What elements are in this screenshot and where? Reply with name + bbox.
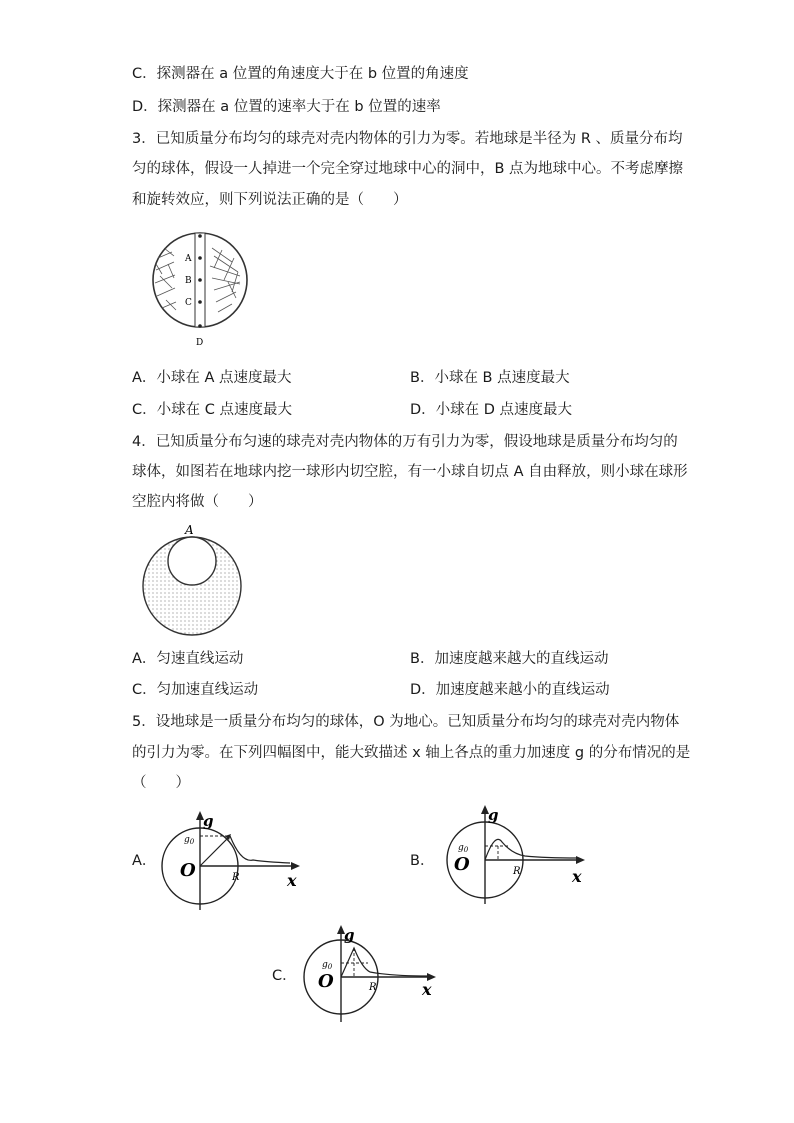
q3-line-2: 匀的球体，假设一人掉进一个完全穿过地球中心的洞中，B 点为地球中心。不考虑摩擦 <box>132 161 684 177</box>
q5-option-b-label: B． <box>410 853 435 869</box>
svg-text:g: g <box>203 812 214 830</box>
svg-text:g0: $g_0$ <box>458 843 469 854</box>
q5-line-1: 5．设地球是一质量分布均匀的球体，O 为地心。已知质量分布均匀的球壳对壳内物体 <box>132 714 680 730</box>
q4-line-2: 球体，如图若在地球内挖一球形内切空腔，有一小球自切点 A 自由释放，则小球在球形 <box>132 464 688 480</box>
svg-text:g: g <box>344 926 355 944</box>
q3-label-c: C <box>185 298 192 308</box>
q4-cavity-circle <box>168 537 216 585</box>
prev-option-c: C．探测器在 a 位置的角速度大于在 b 位置的角速度 <box>132 66 469 82</box>
q4-option-d: D．加速度越来越小的直线运动 <box>410 682 610 698</box>
prev-option-d: D．探测器在 a 位置的速率大于在 b 位置的速率 <box>132 99 441 115</box>
q4-earth-cavity-figure <box>140 520 250 642</box>
q3-label-a: A <box>185 254 192 264</box>
q3-label-b: B <box>185 276 192 286</box>
q3-option-d: D．小球在 D 点速度最大 <box>410 402 573 418</box>
svg-text:R: R <box>369 982 377 993</box>
svg-text:R: R <box>232 872 240 883</box>
q3-line-3: 和旋转效应，则下列说法正确的是（ ） <box>132 192 408 208</box>
q5-graph-c-curve <box>341 948 428 977</box>
q4-option-a: A．匀速直线运动 <box>132 651 244 667</box>
svg-text:x: x <box>287 871 297 890</box>
q3-label-d: D <box>196 338 204 348</box>
svg-text:g0: $g_0$ <box>184 835 195 846</box>
svg-text:R: R <box>513 866 521 877</box>
svg-text:g0: $g_0$ <box>322 960 333 971</box>
q5-graph-c <box>296 922 446 1030</box>
q4-label-a: A <box>185 523 194 537</box>
q4-line-1: 4．已知质量分布匀速的球壳对壳内物体的万有引力为零，假设地球是质量分布均匀的 <box>132 434 678 450</box>
svg-text:O: O <box>318 971 334 992</box>
q3-earth-tunnel-figure <box>138 228 262 350</box>
q5-graph-a-curve <box>200 836 290 866</box>
q5-line-2: 的引力为零。在下列四幅图中，能大致描述 x 轴上各点的重力加速度 g 的分布情况的是 <box>132 745 691 761</box>
q4-line-3: 空腔内将做（ ） <box>132 494 263 510</box>
q5-option-c-label: C． <box>272 968 297 984</box>
q4-option-b: B．加速度越来越大的直线运动 <box>410 651 609 667</box>
q5-line-3: （ ） <box>132 775 190 791</box>
q3-option-a: A．小球在 A 点速度最大 <box>132 370 292 386</box>
svg-text:x: x <box>572 867 582 886</box>
q5-option-a-label: A． <box>132 853 157 869</box>
svg-text:g: g <box>488 806 499 824</box>
q3-option-b: B．小球在 B 点速度最大 <box>410 370 570 386</box>
q4-option-c: C．匀加速直线运动 <box>132 682 259 698</box>
svg-text:O: O <box>180 860 196 881</box>
svg-text:O: O <box>454 854 470 875</box>
q5-graph-b <box>440 802 590 910</box>
q3-line-1: 3．已知质量分布均匀的球壳对壳内物体的引力为零。若地球是半径为 R 、质量分布均 <box>132 131 683 147</box>
svg-text:x: x <box>422 980 432 999</box>
q5-graph-b-curve <box>485 839 578 860</box>
q5-graph-a <box>155 808 305 916</box>
q3-option-c: C．小球在 C 点速度最大 <box>132 402 292 418</box>
